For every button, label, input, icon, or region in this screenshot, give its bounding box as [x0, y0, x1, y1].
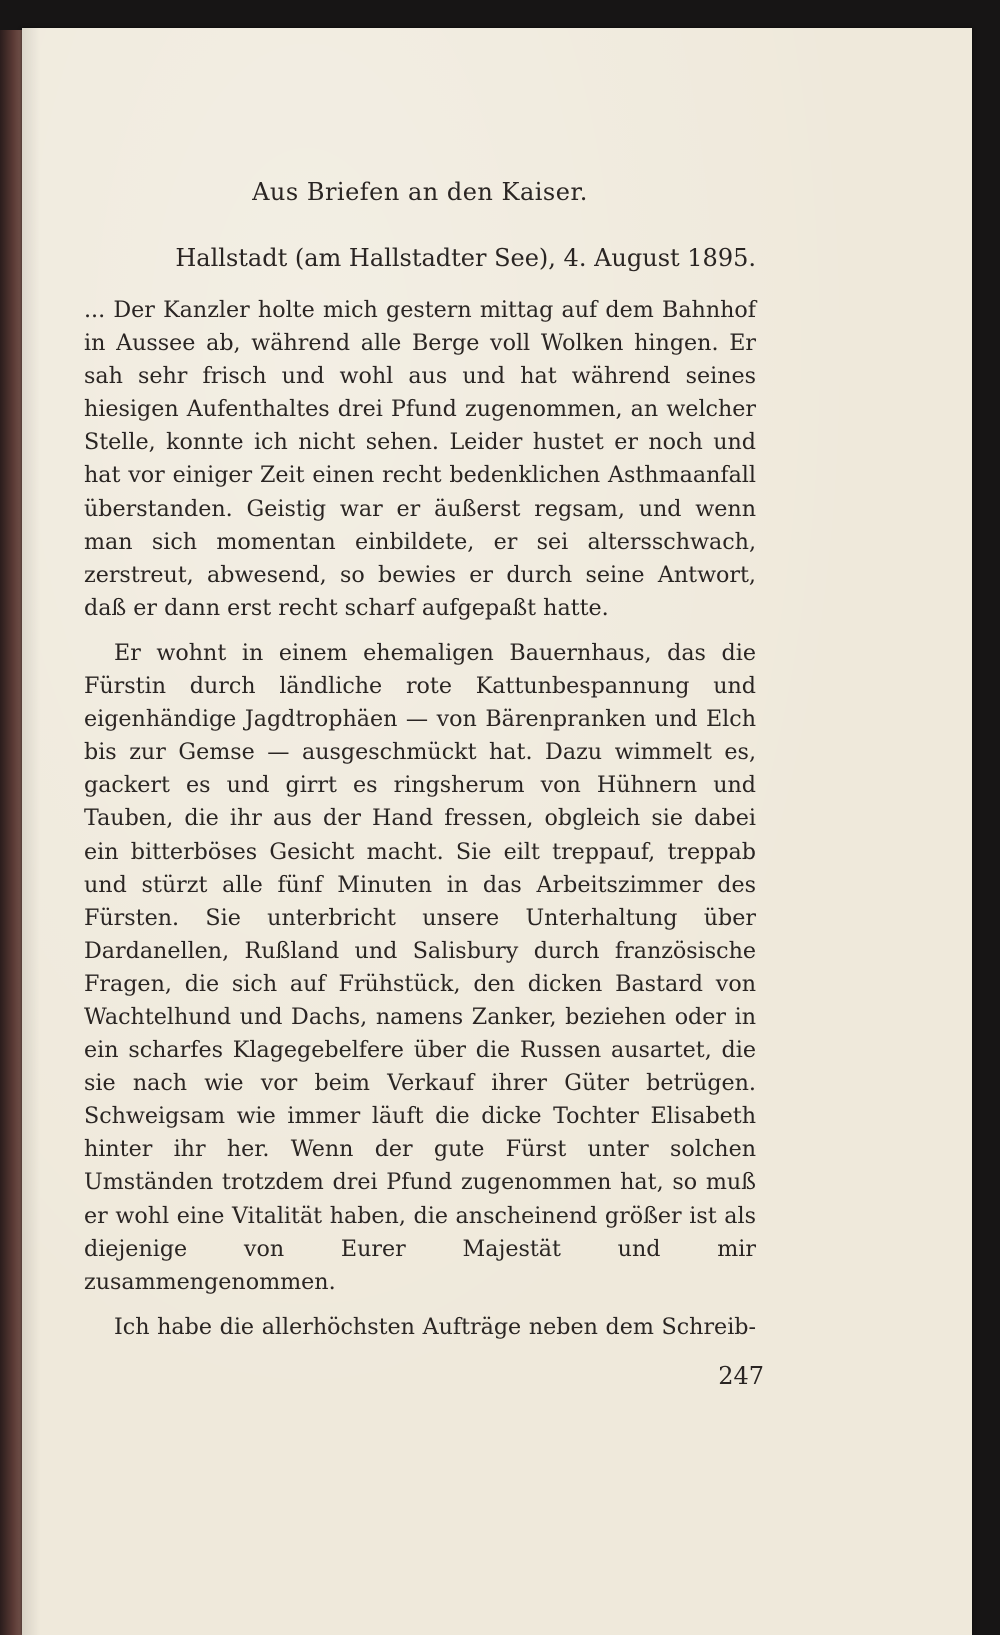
paragraph-2: Er wohnt in einem ehemaligen Bauernhaus, das die Fürstin durch ländliche rote Kattunbespannung und eigenhändige Jagdtrophäen — von Bärenpranken und Elch bis zur Gemse — ausgeschmückt hat. Dazu wimmelt es, gackert es und girrt es ringsherum von Hühnern und Tauben, die ihr aus der Hand fressen, obgleich sie dabei ein bitterböses Gesicht macht. Sie eilt treppauf, treppab und stürzt alle fünf Minuten in das Arbeitszimmer des Fürsten. Sie unterbricht unsere Unterhaltung über Dardanellen, Rußland und Salisbury durch französische Fragen, die sich auf Frühstück, den dicken Bastard von Wachtelhund und Dachs, namens Zanker, beziehen oder in ein scharfes Klagegebelfere über die Russen ausartet, die sie nach wie vor beim Verkauf ihrer Güter betrügen. Schweigsam wie immer läuft die dicke Tochter Elisabeth hinter ihr her. Wenn der gute Fürst unter solchen Umständen trotzdem drei Pfund zugenommen hat, so muß er wohl eine Vitalität haben, die anscheinend größer ist als diejenige von Eurer Majestät und mir zusammengenommen.: [84, 639, 756, 1295]
book-page: [22, 28, 972, 1635]
page-text-block: [84, 178, 756, 1356]
letter-place-date: Hallstadt (am Hallstadter See), 4. August 1895.: [175, 244, 756, 272]
book-spine-edge: [0, 30, 24, 1635]
section-heading: Aus Briefen an den Kaiser.: [252, 178, 588, 206]
paragraph-1: ... Der Kanzler holte mich gestern mittag auf dem Bahnhof in Aussee ab, während alle Berge voll Wolken hingen. Er sah sehr frisch und wohl aus und hat während seines hiesigen Aufenthaltes drei Pfund zugenommen, an welcher Stelle, konnte ich nicht sehen. Leider hustet er noch und hat vor einiger Zeit einen recht bedenklichen Asthmaanfall überstanden. Geistig war er äußerst regsam, und wenn man sich momentan einbildete, er sei altersschwach, zerstreut, abwesend, so bewies er durch seine Antwort, daß er dann erst recht scharf aufgepaßt hatte.: [84, 297, 756, 621]
page-number: 247: [718, 1362, 764, 1390]
paragraph-3: Ich habe die allerhöchsten Aufträge neben dem Schreib-: [114, 1313, 756, 1340]
